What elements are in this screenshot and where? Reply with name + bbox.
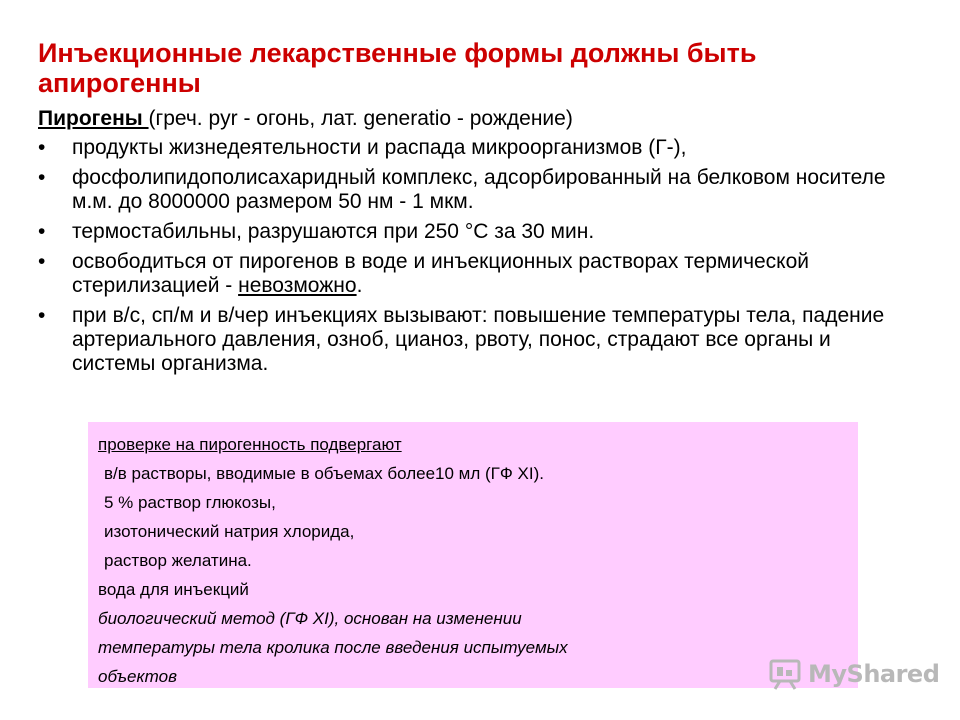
list-item bbox=[38, 136, 918, 160]
bullet-icon: • bbox=[38, 304, 46, 327]
bullet-icon: • bbox=[38, 250, 46, 273]
pyrogen-facts-list bbox=[38, 136, 918, 382]
pyrogen-test-box bbox=[88, 422, 858, 688]
pyrogens-etymology: (греч. pyr - огонь, лат. generatio - рождение) bbox=[148, 107, 573, 130]
list-item-text: освободиться от пирогенов в воде и инъекционных растворах термической стерилизацией - bbox=[72, 250, 810, 297]
box-item: изотонический натрия хлорида, bbox=[104, 522, 355, 541]
list-item-text: термостабильны, разрушаются при 250 °С за 30 мин. bbox=[72, 220, 595, 243]
list-item-text: продукты жизнедеятельности и распада микроорганизмов (Г-), bbox=[72, 136, 687, 159]
myshared-watermark bbox=[768, 654, 939, 694]
box-item: 5 % раствор глюкозы, bbox=[104, 493, 276, 512]
list-item bbox=[38, 220, 918, 244]
box-method-line: объектов bbox=[98, 667, 177, 686]
presentation-board-icon bbox=[768, 657, 804, 691]
list-item bbox=[38, 250, 918, 298]
list-item-text: при в/с, сп/м и в/чер инъекциях вызывают: повышение температуры тела, падение артериального давления, озноб, цианоз, рвоту, понос, страдают все органы и системы организма. bbox=[72, 304, 885, 375]
slide-title: Инъекционные лекарственные формы должны быть апирогенны bbox=[38, 38, 757, 98]
watermark-text: MyShared bbox=[808, 660, 940, 688]
list-item-text: фосфолипидополисахаридный комплекс, адсорбированный на белковом носителе м.м. до 8000000 размером 50 нм - 1 мкм. bbox=[72, 166, 886, 213]
box-water: вода для инъекций bbox=[98, 580, 249, 599]
pyrogens-term: Пирогены bbox=[38, 107, 149, 130]
box-method-line: температуры тела кролика после введения испытуемых bbox=[98, 638, 568, 657]
list-item bbox=[38, 166, 918, 214]
box-method-line: биологический метод (ГФ XI), основан на изменении bbox=[98, 609, 522, 628]
box-heading: проверке на пирогенность подвергают bbox=[98, 435, 402, 454]
box-item: в/в растворы, вводимые в объемах более10 мл (ГФ XI). bbox=[104, 464, 544, 483]
box-item: раствор желатина. bbox=[104, 551, 252, 570]
bullet-icon: • bbox=[38, 220, 46, 243]
pyrogens-definition bbox=[38, 106, 918, 132]
list-item bbox=[38, 304, 918, 376]
bullet-icon: • bbox=[38, 166, 46, 189]
bullet-icon: • bbox=[38, 136, 46, 159]
impossible-emphasis: невозможно bbox=[238, 274, 357, 297]
list-item-end: . bbox=[356, 274, 363, 297]
